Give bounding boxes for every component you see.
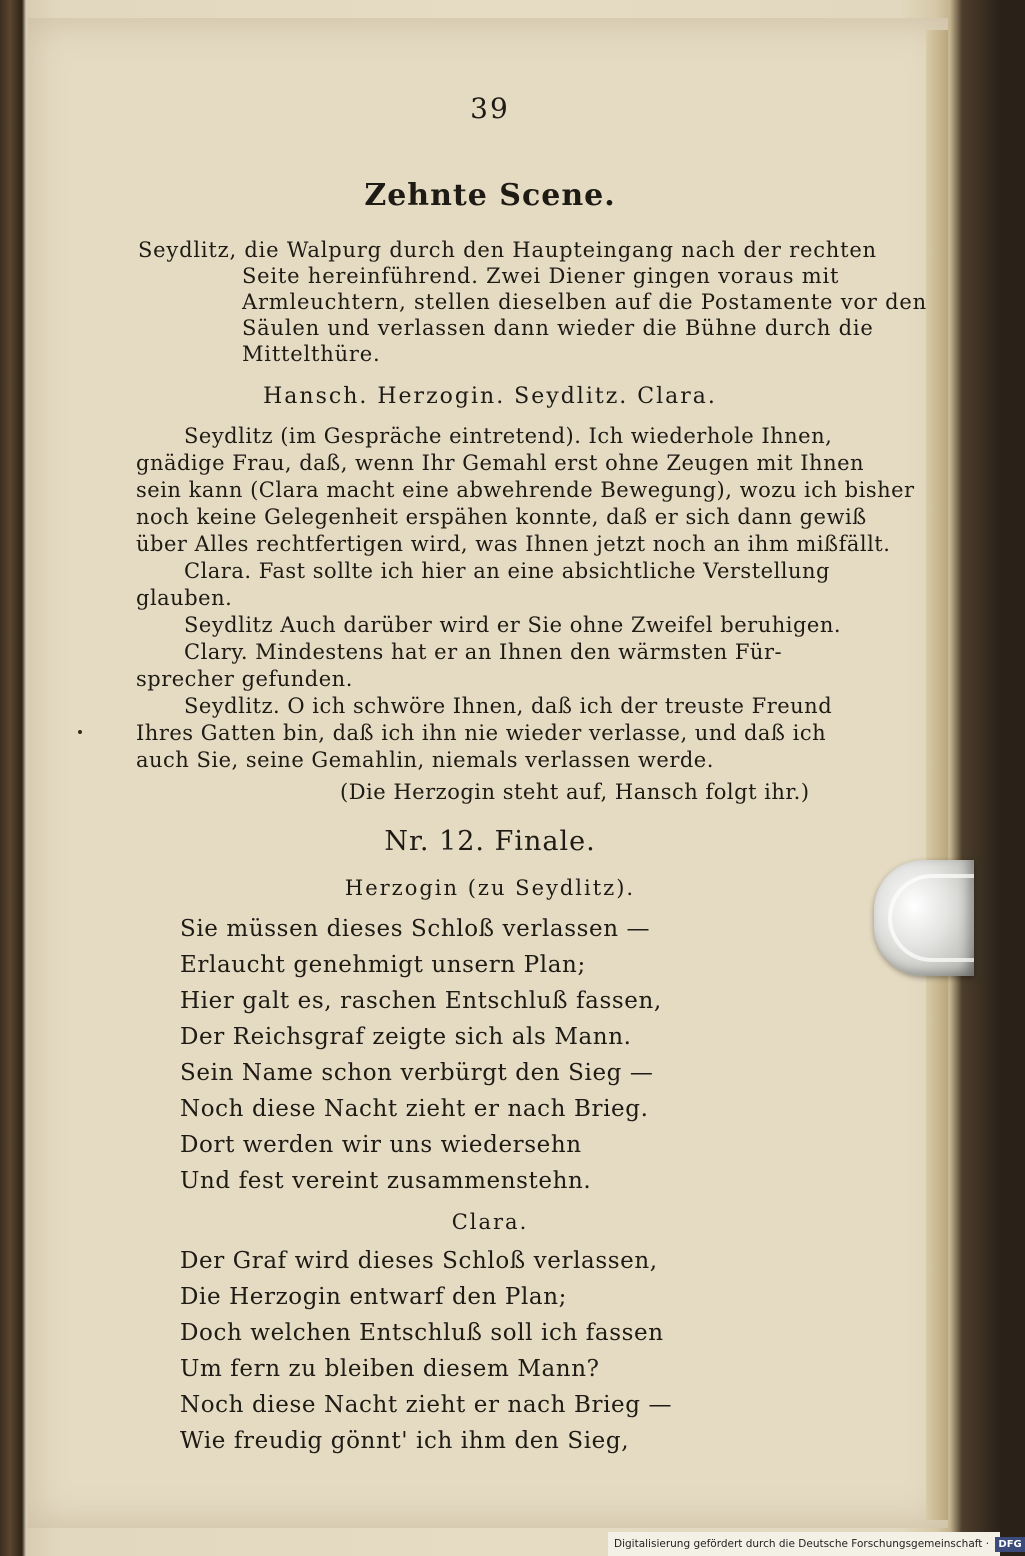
dialogue-line: Clara. Fast sollte ich hier an eine absichtliche Verstellung	[184, 559, 830, 583]
verse-line: Der Graf wird dieses Schloß verlassen,	[180, 1248, 658, 1274]
number-title: Nr. 12. Finale.	[384, 826, 596, 857]
margin-mark	[78, 730, 82, 734]
dialogue-line: Ihres Gatten bin, daß ich ihn nie wieder verlasse, und daß ich	[136, 721, 827, 745]
verse-line: Doch welchen Entschluß soll ich fassen	[180, 1320, 664, 1346]
stage-direction-line: Armleuchtern, stellen dieselben auf die Postamente vor den	[242, 290, 927, 314]
dialogue-line: auch Sie, seine Gemahlin, niemals verlassen werde.	[136, 748, 714, 772]
dialogue-line: sprecher gefunden.	[136, 667, 353, 691]
dfg-logo: DFG	[995, 1537, 1024, 1552]
verse-line: Der Reichsgraf zeigte sich als Mann.	[180, 1024, 632, 1050]
stage-direction-inline: (Die Herzogin steht auf, Hansch folgt ihr.)	[340, 780, 810, 804]
stage-direction-line: Mittelthüre.	[242, 342, 381, 366]
verse-line: Noch diese Nacht zieht er nach Brieg.	[180, 1096, 649, 1122]
verse-line: Sein Name schon verbürgt den Sieg —	[180, 1060, 654, 1086]
paper-clip	[874, 860, 974, 976]
stage-direction-line: Säulen und verlassen dann wieder die Bühne durch die	[242, 316, 874, 340]
verse-line: Und fest vereint zusammenstehn.	[180, 1168, 592, 1194]
cast-list: Hansch. Herzogin. Seydlitz. Clara.	[263, 384, 717, 409]
verse-line: Die Herzogin entwarf den Plan;	[180, 1284, 567, 1310]
speaker-clara: Clara.	[451, 1210, 529, 1234]
page-number: 39	[470, 92, 510, 125]
dialogue-line: gnädige Frau, daß, wenn Ihr Gemahl erst ohne Zeugen mit Ihnen	[136, 451, 865, 475]
verse-line: Um fern zu bleiben diesem Mann?	[180, 1356, 600, 1382]
dialogue-line: Seydlitz (im Gespräche eintretend). Ich wiederhole Ihnen,	[184, 424, 833, 448]
paper-clip-inner	[888, 874, 974, 962]
dialogue-line: glauben.	[136, 586, 233, 610]
dialogue-line: Seydlitz. O ich schwöre Ihnen, daß ich der treuste Freund	[184, 694, 833, 718]
dialogue-line: sein kann (Clara macht eine abwehrende Bewegung), wozu ich bisher	[136, 478, 915, 502]
stage-direction-line: Seydlitz, die Walpurg durch den Haupteingang nach der rechten	[138, 238, 877, 262]
verse-line: Sie müssen dieses Schloß verlassen —	[180, 916, 651, 942]
dialogue-line: Seydlitz Auch darüber wird er Sie ohne Zweifel beruhigen.	[184, 613, 842, 637]
credit-text: Digitalisierung gefördert durch die Deutsche Forschungsgemeinschaft	[614, 1538, 983, 1550]
dialogue-line: Clary. Mindestens hat er an Ihnen den wärmsten Für-	[184, 640, 783, 664]
stage-direction-line: Seite hereinführend. Zwei Diener gingen voraus mit	[242, 264, 840, 288]
verse-line: Hier galt es, raschen Entschluß fassen,	[180, 988, 662, 1014]
verse-line: Erlaucht genehmigt unsern Plan;	[180, 952, 586, 978]
dialogue-line: über Alles rechtfertigen wird, was Ihnen jetzt noch an ihm mißfällt.	[136, 532, 891, 556]
digitization-credit: Digitalisierung gefördert durch die Deutsche Forschungsgemeinschaft · DFG	[608, 1532, 1000, 1556]
verse-line: Wie freudig gönnt' ich ihm den Sieg,	[180, 1428, 630, 1454]
verse-line: Dort werden wir uns wiedersehn	[180, 1132, 582, 1158]
speaker-herzogin: Herzogin (zu Seydlitz).	[344, 876, 636, 900]
scene-title: Zehnte Scene.	[364, 178, 616, 213]
dialogue-line: noch keine Gelegenheit erspähen konnte, daß er sich dann gewiß	[136, 505, 867, 529]
verse-line: Noch diese Nacht zieht er nach Brieg —	[180, 1392, 673, 1418]
